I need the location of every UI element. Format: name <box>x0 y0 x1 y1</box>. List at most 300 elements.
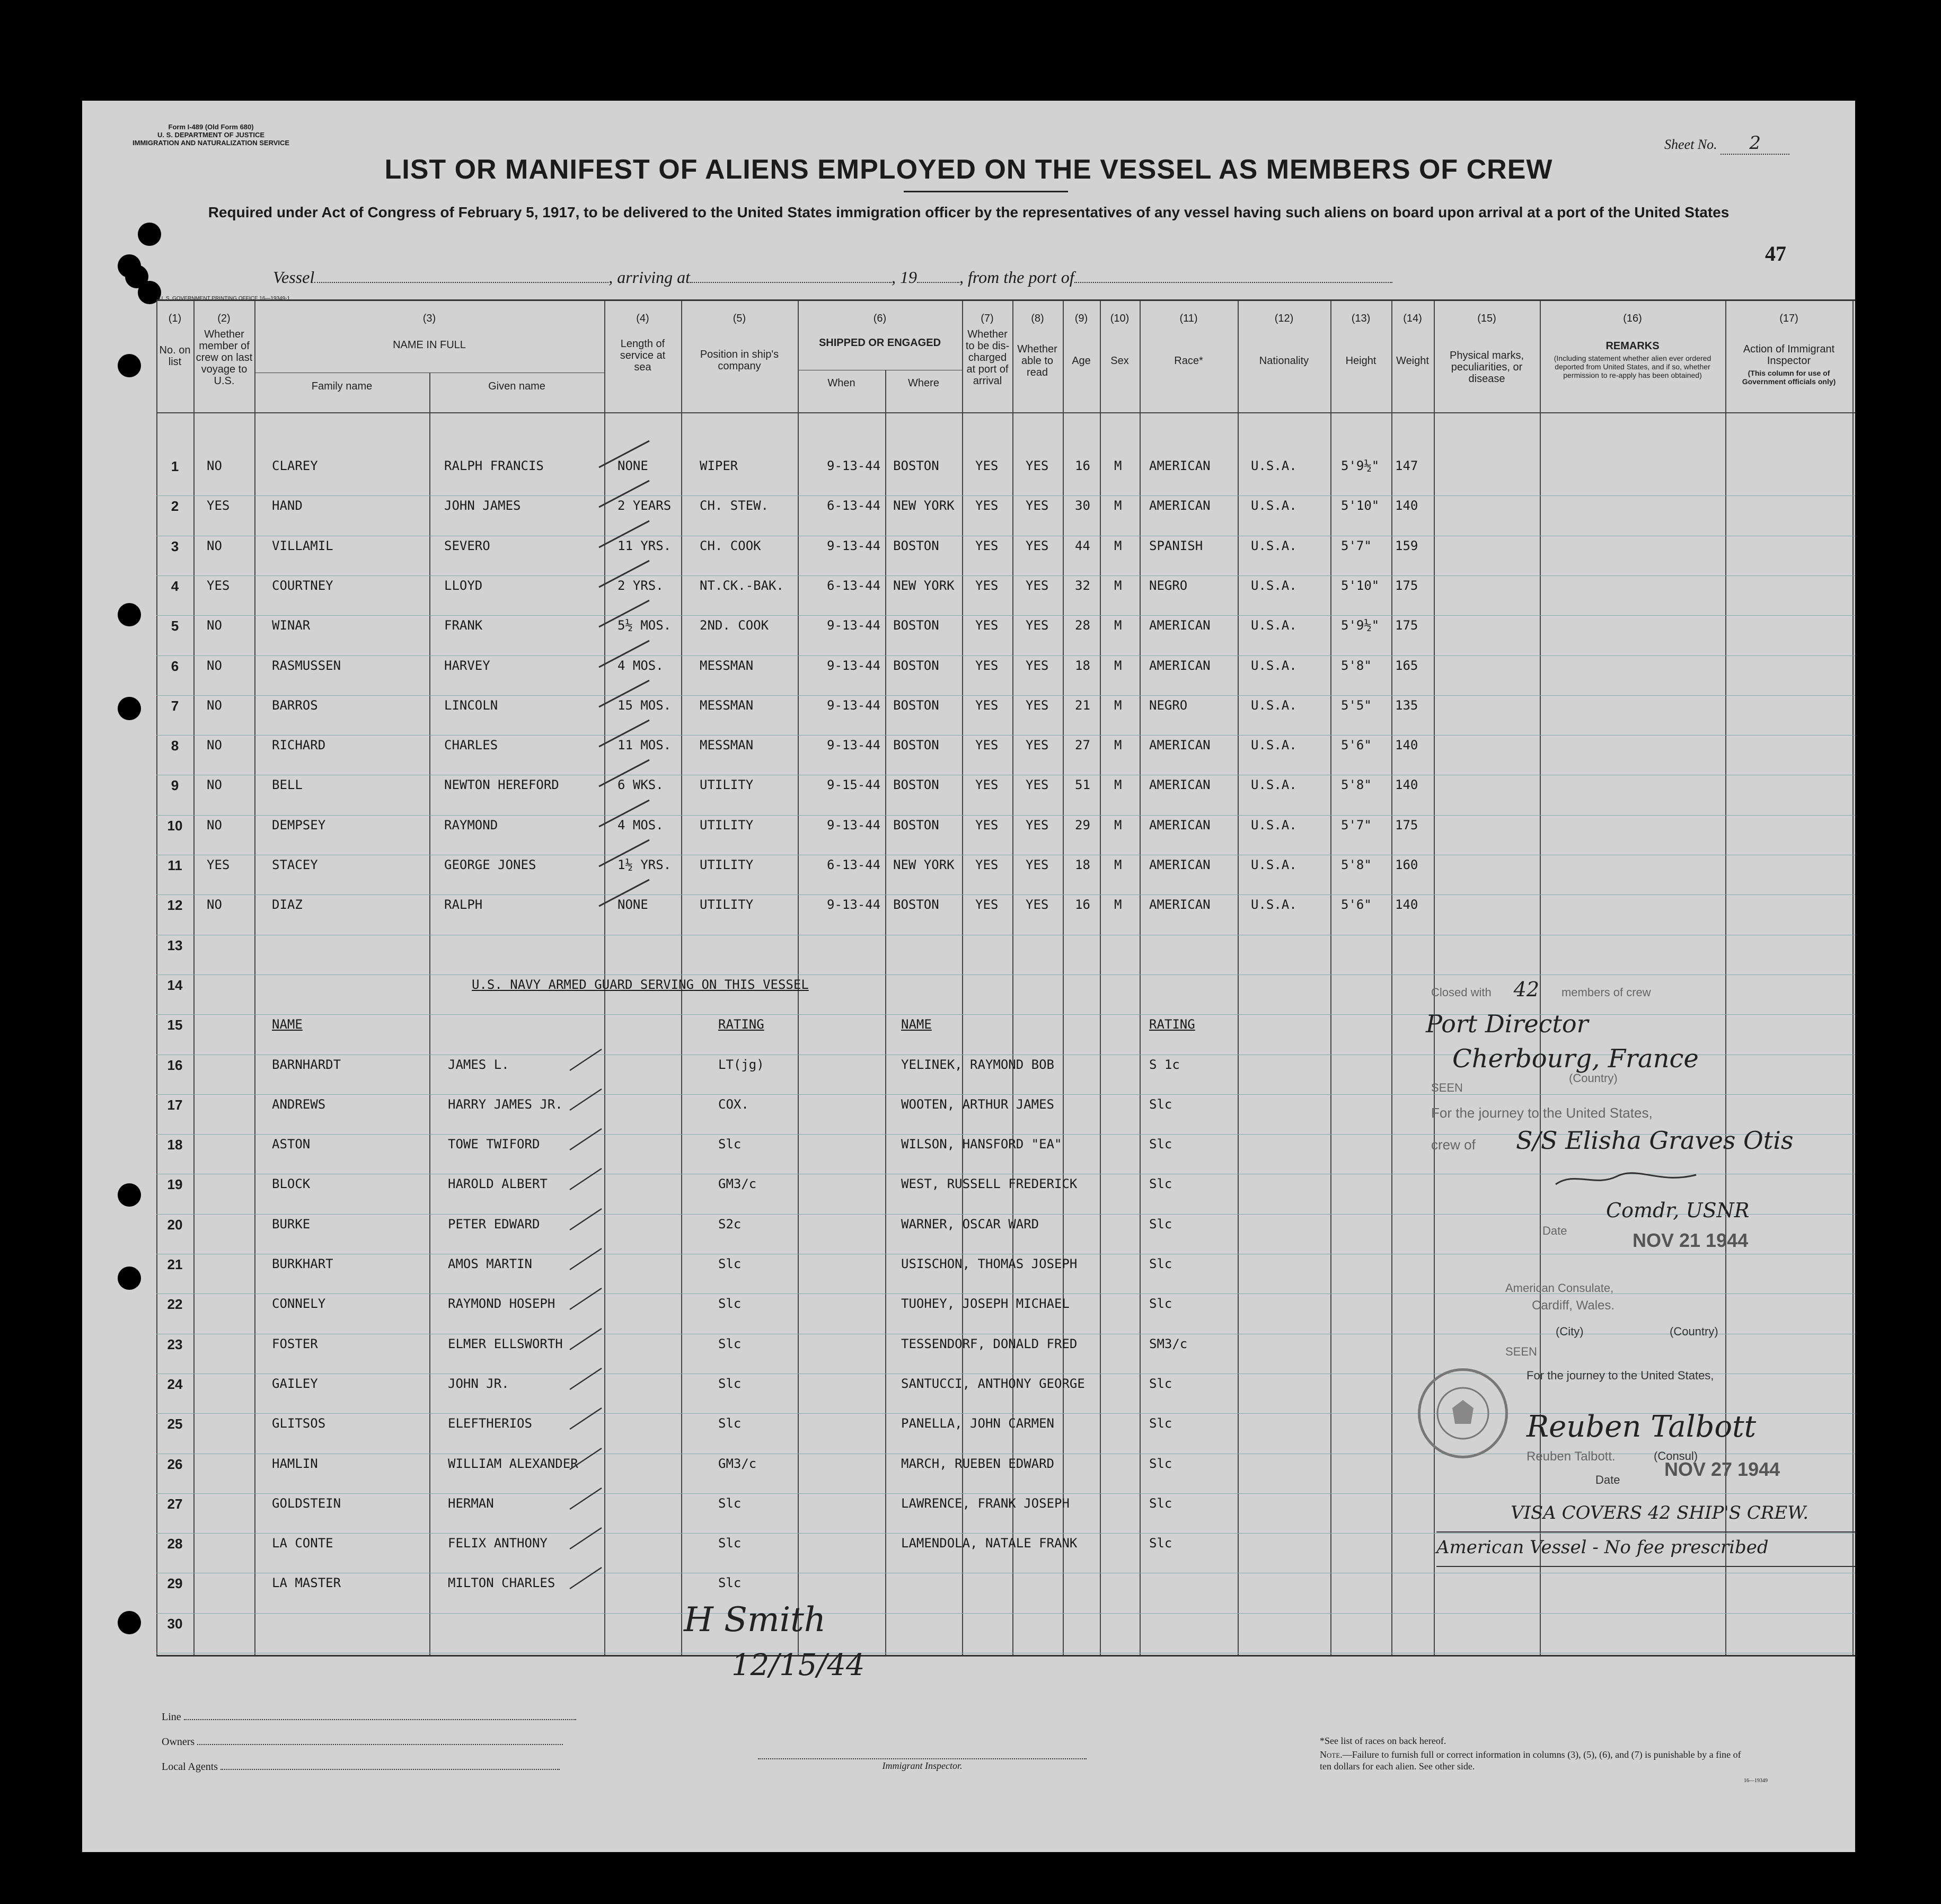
col-num-14: (14) <box>1403 313 1422 324</box>
crew-read: YES <box>1026 458 1049 473</box>
navy-heading: U.S. NAVY ARMED GUARD SERVING ON THIS VESSEL <box>472 977 809 992</box>
row-number: 19 <box>167 1176 183 1193</box>
crew-weight: 175 <box>1395 618 1418 633</box>
navy-given-name: FELIX ANTHONY <box>448 1536 548 1551</box>
crew-given-name: CHARLES <box>444 738 498 753</box>
crew-weight: 165 <box>1395 658 1418 673</box>
navy-rating-2: Slc <box>1149 1376 1172 1391</box>
check-mark-icon <box>567 1565 604 1591</box>
crew-read: YES <box>1026 817 1049 833</box>
country-caption-2: (Country) <box>1670 1325 1718 1338</box>
crew-race: AMERICAN <box>1149 738 1211 753</box>
crew-height: 5'10" <box>1341 498 1380 513</box>
crew-given-name: GEORGE JONES <box>444 857 536 872</box>
crew-last-voyage: NO <box>207 817 222 833</box>
page-number: 47 <box>1765 242 1786 265</box>
col-header-remarks: REMARKS <box>1605 340 1660 352</box>
footer-inspector: Immigrant Inspector. <box>882 1760 963 1771</box>
consul-title: (Consul) <box>1654 1449 1698 1463</box>
crew-last-voyage: YES <box>207 578 230 593</box>
col-num-16: (16) <box>1623 313 1642 324</box>
navy-family-name: GAILEY <box>272 1376 318 1391</box>
date-label-1: Date <box>1542 1224 1567 1237</box>
crew-weight: 175 <box>1395 578 1418 593</box>
row-rule <box>156 735 1855 736</box>
consul-signature: Reuben Talbott <box>1527 1410 1757 1444</box>
date-label-2: Date <box>1595 1473 1620 1486</box>
crew-last-voyage: NO <box>207 697 222 713</box>
crew-discharged: YES <box>975 897 999 913</box>
crew-given-name: SEVERO <box>444 538 490 553</box>
vessel-line: Vessel , arriving at , 19 , from the port of <box>273 268 1392 287</box>
check-mark-icon <box>567 1126 604 1153</box>
navy-family-name: ANDREWS <box>272 1096 326 1112</box>
crew-read: YES <box>1026 738 1049 753</box>
row-rule <box>156 615 1855 616</box>
crew-last-voyage: NO <box>207 618 222 633</box>
row-rule <box>156 1094 1855 1095</box>
col-note-action: (This column for use of Government officials only) <box>1742 369 1836 386</box>
col-header-race: Race* <box>1174 355 1203 367</box>
row-number: 14 <box>167 977 183 993</box>
navy-rating-2: SM3/c <box>1149 1336 1188 1351</box>
col-num-8: (8) <box>1031 313 1044 324</box>
col-num-4: (4) <box>636 313 649 324</box>
crew-discharged: YES <box>975 498 999 513</box>
punch-hole <box>118 1267 141 1290</box>
navy-family-name: BARNHARDT <box>272 1057 341 1072</box>
check-mark-icon <box>567 1525 604 1552</box>
crew-age: 44 <box>1075 538 1090 553</box>
row-rule <box>156 1533 1855 1534</box>
crew-family-name: CLAREY <box>272 458 318 473</box>
crew-weight: 140 <box>1395 897 1418 913</box>
port-director-place: Cherbourg, France <box>1452 1044 1699 1074</box>
crew-shipped-where: BOSTON <box>893 618 939 633</box>
footer-fine-note: Note.—Failure to furnish full or correct information in columns (3), (5), (6), and (7) is punishable by a fine of ten dollars for each alien. See other side. <box>1320 1749 1741 1772</box>
consulate-line-1: American Consulate, <box>1505 1281 1614 1295</box>
row-number: 26 <box>167 1456 183 1472</box>
row-number: 1 <box>171 458 179 474</box>
row-number: 2 <box>171 498 179 515</box>
vessel-name-handwritten: S/S Elisha Graves Otis <box>1516 1126 1794 1155</box>
row-number: 22 <box>167 1296 183 1313</box>
crew-height: 5'9½" <box>1341 458 1380 473</box>
navy-family-name: FOSTER <box>272 1336 318 1351</box>
navy-rating: LT(jg) <box>718 1057 764 1072</box>
navy-label-rating: RATING <box>718 1017 764 1032</box>
row-number: 20 <box>167 1216 183 1233</box>
crew-height: 5'6" <box>1341 738 1372 753</box>
crew-shipped-when: 6-13-44 <box>827 578 881 593</box>
navy-rating-2: Slc <box>1149 1176 1172 1192</box>
row-number: 18 <box>167 1137 183 1153</box>
navy-rating: GM3/c <box>718 1176 757 1192</box>
check-mark-icon <box>596 678 655 710</box>
navy-rating: Slc <box>718 1296 742 1312</box>
navy-family-name: ASTON <box>272 1137 311 1152</box>
row-number: 23 <box>167 1336 183 1352</box>
crew-nationality: U.S.A. <box>1251 738 1297 753</box>
row-number: 3 <box>171 538 179 554</box>
crew-service-length: 4 MOS. <box>617 658 664 673</box>
crew-age: 21 <box>1075 697 1090 713</box>
crew-race: AMERICAN <box>1149 658 1211 673</box>
check-mark-icon <box>567 1446 604 1472</box>
navy-rating-2: Slc <box>1149 1536 1172 1551</box>
check-mark-icon <box>596 798 655 829</box>
navy-family-name: GLITSOS <box>272 1416 326 1431</box>
crew-height: 5'7" <box>1341 538 1372 553</box>
crew-height: 5'9½" <box>1341 618 1380 633</box>
crew-discharged: YES <box>975 458 999 473</box>
row-number: 12 <box>167 897 183 914</box>
crew-shipped-when: 6-13-44 <box>827 857 881 872</box>
crew-discharged: YES <box>975 817 999 833</box>
crew-given-name: NEWTON HEREFORD <box>444 777 559 793</box>
navy-rating: Slc <box>718 1336 742 1351</box>
row-number: 6 <box>171 658 179 674</box>
navy-given-name: MILTON CHARLES <box>448 1575 555 1591</box>
check-mark-icon <box>567 1405 604 1432</box>
crew-age: 27 <box>1075 738 1090 753</box>
crew-nationality: U.S.A. <box>1251 658 1297 673</box>
row-number: 4 <box>171 578 179 594</box>
inspector-signature: H Smith <box>684 1600 826 1640</box>
col-header-shipped: SHIPPED OR ENGAGED <box>818 337 941 349</box>
sheet-number: Sheet No. 2 <box>1664 132 1789 155</box>
crew-nationality: U.S.A. <box>1251 897 1297 913</box>
crew-nationality: U.S.A. <box>1251 498 1297 513</box>
crew-sex: M <box>1114 857 1122 872</box>
crew-service-length: 4 MOS. <box>617 817 664 833</box>
crew-shipped-when: 9-13-44 <box>827 658 881 673</box>
navy-rating: GM3/c <box>718 1456 757 1471</box>
crew-age: 18 <box>1075 658 1090 673</box>
navy-name-2: WARNER, OSCAR WARD <box>901 1216 1039 1232</box>
punch-hole <box>138 223 161 246</box>
crew-service-length: NONE <box>617 897 648 913</box>
row-number: 7 <box>171 697 179 714</box>
col-header-name: NAME IN FULL <box>393 339 466 351</box>
form-id: Form I-489 (Old Form 680) U. S. DEPARTMENT OF JUSTICE IMMIGRATION AND NATURALIZATION SERVICE <box>133 123 290 147</box>
crew-discharged: YES <box>975 857 999 872</box>
crew-sex: M <box>1114 618 1122 633</box>
crew-age: 51 <box>1075 777 1090 793</box>
footer-agents: Local Agents <box>162 1760 560 1773</box>
navy-name-2: WILSON, HANSFORD "EA" <box>901 1137 1062 1152</box>
check-mark-icon <box>596 638 655 670</box>
crew-race: AMERICAN <box>1149 777 1211 793</box>
row-rule <box>156 495 1855 496</box>
crew-nationality: U.S.A. <box>1251 538 1297 553</box>
crew-service-length: 2 YEARS <box>617 498 672 513</box>
crew-last-voyage: NO <box>207 458 222 473</box>
crew-position: MESSMAN <box>700 658 754 673</box>
crew-discharged: YES <box>975 618 999 633</box>
crew-discharged: YES <box>975 777 999 793</box>
crew-shipped-when: 9-13-44 <box>827 618 881 633</box>
crew-last-voyage: YES <box>207 857 230 872</box>
officer-title: Comdr, USNR <box>1606 1199 1750 1222</box>
row-rule <box>156 1493 1855 1494</box>
consulate-seal-icon <box>1421 1371 1505 1456</box>
col-num-7: (7) <box>981 313 994 324</box>
port-director-line: Port Director <box>1426 1009 1589 1038</box>
crew-weight: 135 <box>1395 697 1418 713</box>
row-number: 27 <box>167 1495 183 1512</box>
closed-with: Closed with 42 members of crew <box>1431 978 1651 1001</box>
check-mark-icon <box>596 598 655 630</box>
crew-race: AMERICAN <box>1149 458 1211 473</box>
crew-shipped-when: 9-13-44 <box>827 538 881 553</box>
check-mark-icon <box>567 1086 604 1113</box>
col-header-where: Where <box>908 377 939 389</box>
crew-age: 18 <box>1075 857 1090 872</box>
navy-name-2: TUOHEY, JOSEPH MICHAEL <box>901 1296 1070 1312</box>
crew-age: 16 <box>1075 897 1090 913</box>
col-num-17: (17) <box>1779 313 1798 324</box>
crew-age: 16 <box>1075 458 1090 473</box>
title-rule <box>904 191 1068 192</box>
navy-rating: Slc <box>718 1536 742 1551</box>
page-subtitle: Required under Act of Congress of February 5, 1917, to be delivered to the United States immigration officer by the representatives of any vessel having such aliens on board upon arrival at a port of the United States <box>208 204 1730 220</box>
signature-scribble-icon <box>1553 1168 1701 1190</box>
crew-shipped-where: NEW YORK <box>893 498 955 513</box>
navy-given-name: TOWE TWIFORD <box>448 1137 540 1152</box>
crew-sex: M <box>1114 897 1122 913</box>
inspector-date: 12/15/44 <box>731 1648 865 1682</box>
row-number: 15 <box>167 1017 183 1033</box>
navy-rating: Slc <box>718 1256 742 1271</box>
col-header-read: Whether able to read <box>1017 343 1057 378</box>
navy-family-name: LA CONTE <box>272 1536 333 1551</box>
check-mark-icon <box>596 877 655 909</box>
row-rule <box>156 575 1855 576</box>
row-number: 29 <box>167 1575 183 1592</box>
crew-family-name: BELL <box>272 777 303 793</box>
crew-nationality: U.S.A. <box>1251 618 1297 633</box>
crew-sex: M <box>1114 458 1122 473</box>
row-number: 28 <box>167 1536 183 1552</box>
navy-given-name: PETER EDWARD <box>448 1216 540 1232</box>
crew-shipped-where: BOSTON <box>893 738 939 753</box>
crew-family-name: RASMUSSEN <box>272 658 341 673</box>
col-num-13: (13) <box>1351 313 1371 324</box>
col-header-nationality: Nationality <box>1259 355 1309 367</box>
visa-note: VISA COVERS 42 SHIP'S CREW. <box>1511 1502 1809 1524</box>
crew-race: AMERICAN <box>1149 498 1211 513</box>
crew-shipped-when: 6-13-44 <box>827 498 881 513</box>
crew-sex: M <box>1114 738 1122 753</box>
navy-rating-2: Slc <box>1149 1216 1172 1232</box>
navy-given-name: AMOS MARTIN <box>448 1256 532 1271</box>
crew-discharged: YES <box>975 738 999 753</box>
footer-line: Line <box>162 1711 576 1723</box>
col-header-height: Height <box>1345 355 1377 367</box>
row-number: 9 <box>171 777 179 794</box>
navy-given-name: ELEFTHERIOS <box>448 1416 532 1431</box>
row-number: 21 <box>167 1256 183 1272</box>
navy-given-name: HARRY JAMES JR. <box>448 1096 563 1112</box>
crew-last-voyage: YES <box>207 498 230 513</box>
crew-family-name: DEMPSEY <box>272 817 326 833</box>
crew-position: MESSMAN <box>700 738 754 753</box>
crew-race: SPANISH <box>1149 538 1203 553</box>
crew-last-voyage: NO <box>207 538 222 553</box>
crew-sex: M <box>1114 658 1122 673</box>
crew-weight: 140 <box>1395 738 1418 753</box>
crew-height: 5'8" <box>1341 658 1372 673</box>
navy-name-2: WOOTEN, ARTHUR JAMES <box>901 1096 1054 1112</box>
col-header-sex: Sex <box>1110 355 1129 367</box>
crew-shipped-where: BOSTON <box>893 817 939 833</box>
crew-given-name: RALPH FRANCIS <box>444 458 544 473</box>
navy-name-2: WEST, RUSSELL FREDERICK <box>901 1176 1078 1192</box>
navy-rating-2: Slc <box>1149 1456 1172 1471</box>
crew-service-length: 1½ YRS. <box>617 857 672 872</box>
navy-rating: COX. <box>718 1096 749 1112</box>
col-header-service: Length of service at sea <box>620 338 666 373</box>
crew-height: 5'6" <box>1341 897 1372 913</box>
crew-read: YES <box>1026 618 1049 633</box>
col-num-3: (3) <box>422 313 436 324</box>
crew-discharged: YES <box>975 578 999 593</box>
check-mark-icon <box>567 1366 604 1392</box>
check-mark-icon <box>567 1246 604 1272</box>
crew-position: UTILITY <box>700 817 754 833</box>
crew-sex: M <box>1114 578 1122 593</box>
crew-height: 5'10" <box>1341 578 1380 593</box>
navy-rating: S2c <box>718 1216 742 1232</box>
col-header-action: Action of Immigrant Inspector <box>1743 343 1835 367</box>
crew-read: YES <box>1026 697 1049 713</box>
crew-shipped-where: BOSTON <box>893 458 939 473</box>
crew-last-voyage: NO <box>207 738 222 753</box>
navy-given-name: JOHN JR. <box>448 1376 509 1391</box>
date-stamp-1: NOV 21 1944 <box>1633 1229 1749 1251</box>
crew-of: crew of <box>1431 1137 1476 1153</box>
col-num-15: (15) <box>1477 313 1496 324</box>
col-header-discharged: Whether to be dis-charged at port of arrival <box>965 329 1010 387</box>
navy-rating-2: Slc <box>1149 1137 1172 1152</box>
col-num-2: (2) <box>217 313 231 324</box>
navy-label-name: NAME <box>272 1017 303 1032</box>
crew-height: 5'8" <box>1341 777 1372 793</box>
seen-stamp-2: SEEN <box>1505 1345 1537 1358</box>
consul-name: Reuben Talbott. <box>1527 1449 1616 1464</box>
col-header-age: Age <box>1072 355 1091 367</box>
col-num-5: (5) <box>733 313 746 324</box>
navy-name-2: SANTUCCI, ANTHONY GEORGE <box>901 1376 1085 1391</box>
col-num-11: (11) <box>1179 313 1198 324</box>
crew-family-name: WINAR <box>272 618 311 633</box>
col-num-10: (10) <box>1110 313 1130 324</box>
crew-last-voyage: NO <box>207 658 222 673</box>
crew-weight: 175 <box>1395 817 1418 833</box>
footer-races-note: *See list of races on back hereof. <box>1320 1735 1446 1746</box>
navy-given-name: HAROLD ALBERT <box>448 1176 548 1192</box>
col-header-position: Position in ship's company <box>700 349 779 372</box>
check-mark-icon <box>567 1485 604 1512</box>
punch-hole <box>118 1183 141 1207</box>
col-num-1: (1) <box>168 313 182 324</box>
navy-family-name: GOLDSTEIN <box>272 1495 341 1511</box>
officer-signature <box>1553 1168 1701 1190</box>
col-num-9: (9) <box>1074 313 1088 324</box>
navy-label-name-2: NAME <box>901 1017 932 1032</box>
navy-name-2: TESSENDORF, DONALD FRED <box>901 1336 1078 1351</box>
row-rule <box>156 695 1855 696</box>
crew-service-length: 11 YRS. <box>617 538 672 553</box>
crew-race: AMERICAN <box>1149 618 1211 633</box>
navy-name-2: MARCH, RUEBEN EDWARD <box>901 1456 1054 1471</box>
crew-height: 5'8" <box>1341 857 1372 872</box>
crew-age: 28 <box>1075 618 1090 633</box>
crew-race: AMERICAN <box>1149 897 1211 913</box>
navy-family-name: CONNELY <box>272 1296 326 1312</box>
col-header-no-on-list: No. on list <box>159 344 191 368</box>
navy-rating-2: Slc <box>1149 1296 1172 1312</box>
seen-stamp-1: SEEN <box>1431 1081 1463 1094</box>
city-caption: (City) <box>1556 1325 1584 1338</box>
journey-stamp-2: For the journey to the United States, <box>1527 1369 1714 1382</box>
crew-last-voyage: NO <box>207 777 222 793</box>
punch-hole <box>118 697 141 720</box>
crew-given-name: RAYMOND <box>444 817 498 833</box>
punch-hole <box>118 354 141 377</box>
crew-weight: 147 <box>1395 458 1418 473</box>
row-number: 5 <box>171 618 179 634</box>
check-mark-icon <box>596 518 655 550</box>
navy-family-name: BURKE <box>272 1216 311 1232</box>
navy-given-name: HERMAN <box>448 1495 494 1511</box>
crew-position: WIPER <box>700 458 738 473</box>
navy-rating-2: Slc <box>1149 1495 1172 1511</box>
crew-position: UTILITY <box>700 857 754 872</box>
navy-name-2: PANELLA, JOHN CARMEN <box>901 1416 1054 1431</box>
crew-position: MESSMAN <box>700 697 754 713</box>
row-number: 17 <box>167 1096 183 1113</box>
navy-name-2: LAMENDOLA, NATALE FRANK <box>901 1536 1078 1551</box>
crew-sex: M <box>1114 817 1122 833</box>
crew-read: YES <box>1026 897 1049 913</box>
crew-service-length: 5½ MOS. <box>617 618 672 633</box>
col-header-weight: Weight <box>1396 355 1429 367</box>
row-number: 30 <box>167 1615 183 1632</box>
crew-shipped-where: NEW YORK <box>893 857 955 872</box>
navy-given-name: WILLIAM ALEXANDER <box>448 1456 578 1471</box>
check-mark-icon <box>596 718 655 749</box>
crew-family-name: VILLAMIL <box>272 538 333 553</box>
crew-read: YES <box>1026 777 1049 793</box>
navy-name-2: USISCHON, THOMAS JOSEPH <box>901 1256 1078 1271</box>
crew-weight: 140 <box>1395 777 1418 793</box>
col-header-family: Family name <box>311 380 373 392</box>
navy-rating: Slc <box>718 1137 742 1152</box>
crew-shipped-when: 9-13-44 <box>827 897 881 913</box>
crew-shipped-where: BOSTON <box>893 538 939 553</box>
check-mark-icon <box>567 1166 604 1192</box>
consulate-line-2: Cardiff, Wales. <box>1532 1298 1615 1313</box>
date-stamp-2: NOV 27 1944 <box>1664 1458 1780 1480</box>
crew-shipped-where: NEW YORK <box>893 578 955 593</box>
check-mark-icon <box>596 837 655 869</box>
crew-nationality: U.S.A. <box>1251 458 1297 473</box>
crew-nationality: U.S.A. <box>1251 697 1297 713</box>
check-mark-icon <box>567 1326 604 1352</box>
crew-weight: 140 <box>1395 498 1418 513</box>
